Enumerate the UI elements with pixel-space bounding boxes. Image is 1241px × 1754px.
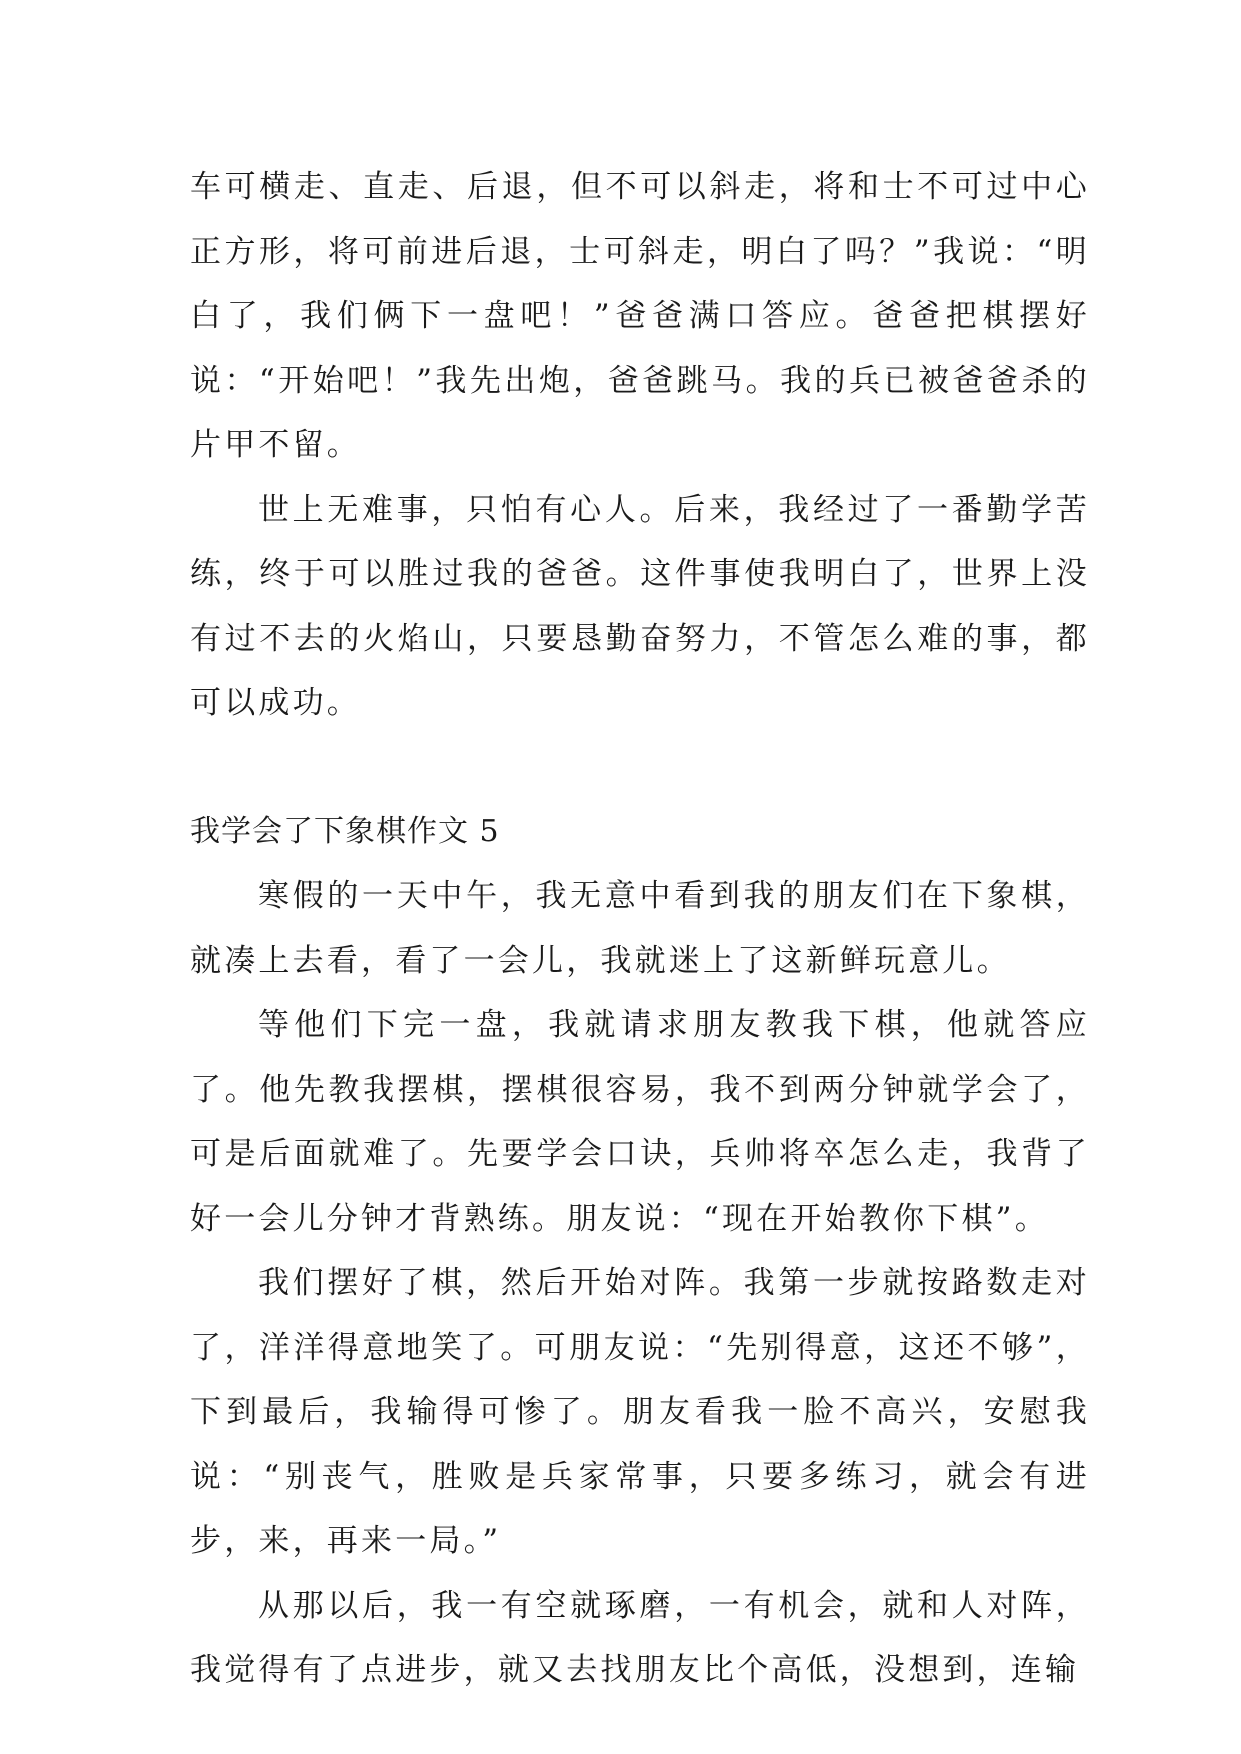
document-body bbox=[190, 155, 1090, 1703]
paragraph-chess-rules: 车可横走、直走、后退，但不可以斜走，将和士不可过中心正方形，将可前进后退，士可斜走，明白了吗？”我说：“明白了，我们俩下一盘吧！”爸爸满口答应。爸爸把棋摆好说：“开始吧！”我先出炮，爸爸跳马。我的兵已被爸爸杀的片甲不留。 bbox=[190, 169, 1090, 463]
paragraph: 寒假的一天中午，我无意中看到我的朋友们在下象棋，就凑上去看，看了一会儿，我就迷上了这新鲜玩意儿。 bbox=[190, 878, 1090, 979]
essay-title: 我学会了下象棋作文 5 bbox=[190, 813, 500, 849]
paragraph-conclusion: 世上无难事，只怕有心人。后来，我经过了一番勤学苦练，终于可以胜过我的爸爸。这件事使我明白了，世界上没有过不去的火焰山，只要恳勤奋努力，不管怎么难的事，都可以成功。 bbox=[190, 491, 1090, 721]
paragraph: 从那以后，我一有空就琢磨，一有机会，就和人对阵，我觉得有了点进步，就又去找朋友比个高低，没想到，连输 bbox=[190, 1587, 1090, 1688]
paragraph: 等他们下完一盘，我就请求朋友教我下棋，他就答应了。他先教我摆棋，摆棋很容易，我不到两分钟就学会了，可是后面就难了。先要学会口诀，兵帅将卒怎么走，我背了好一会儿分钟才背熟练。朋友说：“现在开始教你下棋”。 bbox=[190, 1007, 1090, 1237]
paragraph: 我们摆好了棋，然后开始对阵。我第一步就按路数走对了，洋洋得意地笑了。可朋友说：“先别得意，这还不够”，下到最后，我输得可惨了。朋友看我一脸不高兴，安慰我说：“别丧气，胜败是兵家常事，只要多练习，就会有进步，来，再来一局。” bbox=[190, 1265, 1090, 1559]
